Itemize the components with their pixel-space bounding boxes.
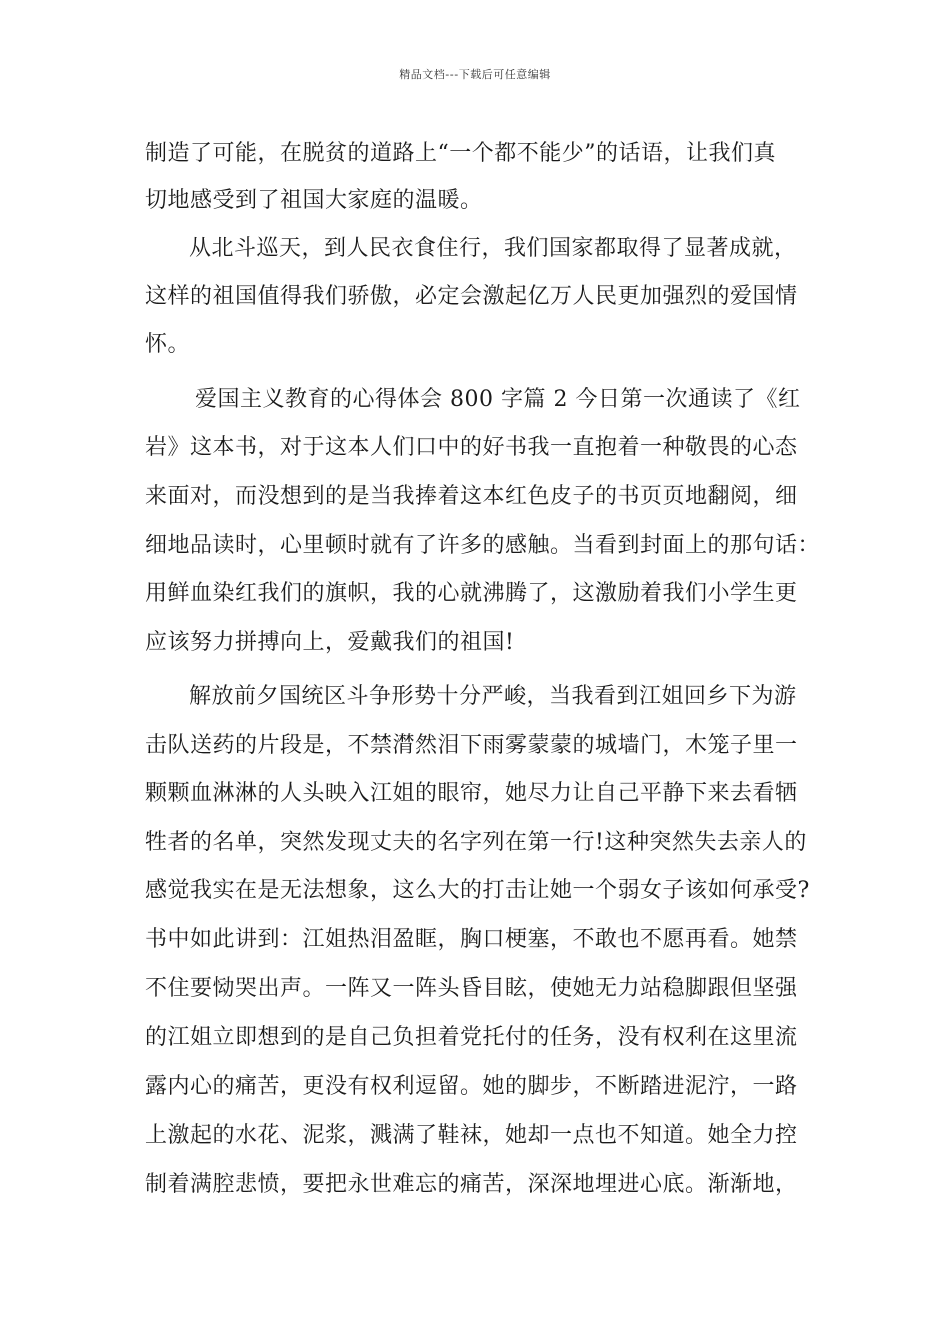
text-line: 不住要恸哭出声。一阵又一阵头昏目眩，使她无力站稳脚跟但坚强	[145, 976, 798, 1001]
text-line: 从北斗巡天，到人民衣食住行，我们国家都取得了显著成就，	[189, 236, 797, 261]
text-line: 岩》这本书，对于这本人们口中的好书我一直抱着一种敬畏的心态	[145, 435, 798, 460]
text-line: 露内心的痛苦，更没有权利逗留。她的脚步，不断踏进泥泞，一路	[145, 1074, 798, 1099]
text-line: 用鲜血染红我们的旗帜，我的心就沸腾了，这激励着我们小学生更	[145, 581, 798, 606]
text-line: 来面对，而没想到的是当我捧着这本红色皮子的书页页地翻阅，细	[145, 484, 798, 509]
text-line: 击队送药的片段是，不禁潸然泪下雨雾蒙蒙的城墙门，木笼子里一	[145, 733, 798, 758]
text-line: 怀。	[145, 332, 191, 357]
text-line: 制着满腔悲愤，要把永世难忘的痛苦，深深地埋进心底。渐渐地，	[145, 1172, 798, 1197]
text-line: 爱国主义教育的心得体会 800 字篇 2 今日第一次通读了《红	[195, 387, 801, 412]
text-line: 颗颗血淋淋的人头映入江姐的眼帘，她尽力让自己平静下来去看牺	[145, 781, 798, 806]
text-line: 上激起的水花、泥浆，溅满了鞋袜，她却一点也不知道。她全力控	[145, 1123, 798, 1148]
text-line: 牲者的名单，突然发现丈夫的名字列在第一行!这种突然失去亲人的	[145, 830, 807, 855]
text-line: 细地品读时，心里顿时就有了许多的感触。当看到封面上的那句话：	[145, 533, 821, 558]
text-line: 感觉我实在是无法想象，这么大的打击让她一个弱女子该如何承受?	[145, 878, 810, 903]
text-line: 这样的祖国值得我们骄傲，必定会激起亿万人民更加强烈的爱国情	[145, 284, 798, 309]
text-line: 的江姐立即想到的是自己负担着党托付的任务，没有权利在这里流	[145, 1025, 798, 1050]
text-line: 解放前夕国统区斗争形势十分严峻，当我看到江姐回乡下为游	[189, 684, 797, 709]
text-line: 应该努力拼搏向上，爱戴我们的祖国!	[145, 630, 515, 655]
text-line: 制造了可能，在脱贫的道路上“一个都不能少”的话语，让我们真	[145, 141, 776, 166]
text-line: 切地感受到了祖国大家庭的温暖。	[145, 188, 483, 213]
page-header: 精品文档---下载后可任意编辑	[399, 68, 551, 81]
text-line: 书中如此讲到：江姐热泪盈眶，胸口梗塞，不敢也不愿再看。她禁	[145, 927, 798, 952]
